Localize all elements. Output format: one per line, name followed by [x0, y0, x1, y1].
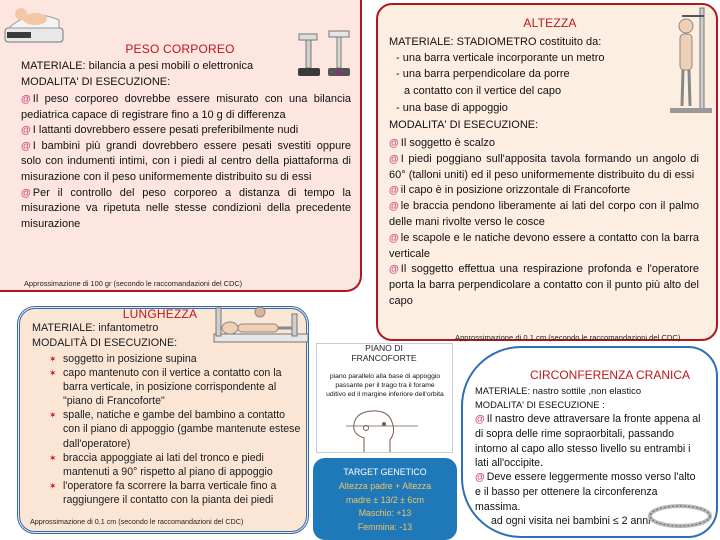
altezza-materiale: MATERIALE: STADIOMETRO costituito da: — [389, 36, 602, 48]
bullet-icon: @ — [21, 187, 31, 199]
infantometer-figure-icon — [210, 300, 312, 358]
altezza-item-3: a contatto con il vertice del capo — [404, 85, 562, 97]
target-line-4: Femmina: -13 — [357, 522, 413, 532]
star-bullet-icon: ✶ — [49, 480, 57, 491]
target-line-1: Altezza padre + Altezza — [338, 481, 432, 491]
bullet-icon: @ — [475, 472, 485, 484]
peso-bullet-2: @ I lattanti dovrebbero essere pesati preferibilmente nudi — [21, 123, 351, 139]
circonferenza-last-line: ad ogni visita nei bambini ≤ 2 anni — [491, 515, 651, 528]
altezza-modalita: MODALITA' DI ESECUZIONE: — [389, 119, 539, 131]
peso-bullet-1: @ Il peso corporeo dovrebbe essere misurato con una bilancia pediatrica capace di registrare fino a 10 g di differenza — [21, 93, 351, 121]
target-line-3: Maschio: +13 — [358, 508, 412, 518]
circonferenza-materiale: MATERIALE: nastro sottile ,non elastico — [475, 385, 642, 396]
peso-title: PESO CORPOREO — [125, 42, 235, 56]
peso-bullet-4: @ Per il controllo del peso corporeo a distanza di tempo la misurazione va ripetuta nelle stesse condizioni della precedente misurazione — [21, 186, 351, 230]
altezza-note: Approssimazione di 0.1 cm (secondo le raccomandazioni del CDC) — [455, 333, 681, 342]
star-bullet-icon: ✶ — [49, 368, 57, 379]
altezza-bullet-4: @ le braccia pendono liberamente ai lati del corpo con il palmo delle mani rivolte verso le cosce — [389, 200, 699, 228]
star-bullet-icon: ✶ — [49, 410, 57, 421]
circonferenza-bullet-1: @ Il nastro deve attraversare la fronte appena al di sopra delle rime sopraorbitali, passando intorno al capo allo stesso livello su entrambi i lati all'occipite. — [475, 413, 701, 469]
bullet-icon: @ — [389, 138, 399, 149]
circonferenza-bullet-2: @ Deve essere leggermente mosso verso l'alto e il basso per ottenere la circonferenza massima. — [475, 471, 696, 513]
francoforte-title: PIANO DI FRANCOFORTE — [351, 343, 417, 363]
lunghezza-title: LUNGHEZZA — [122, 307, 198, 321]
lunghezza-bullet-1: ✶ soggetto in posizione supina — [49, 353, 197, 365]
head-profile-icon — [342, 408, 432, 452]
bullet-icon: @ — [21, 125, 31, 137]
target-title: TARGET GENETICO — [343, 467, 427, 477]
baby-scale-icon — [3, 2, 65, 46]
lunghezza-list — [45, 352, 301, 507]
bullet-icon: @ — [389, 232, 399, 244]
target-line-2: madre ± 13/2 ± 6cm — [345, 495, 425, 505]
circonferenza-title: CIRCONFERENZA CRANICA — [529, 368, 690, 382]
bullet-icon: @ — [389, 264, 399, 276]
altezza-bullet-6: @ Il soggetto effettua una respirazione profonda e l'operatore porta la barra perpendicolare a contatto con il punto più alto del capo — [389, 263, 699, 307]
altezza-title: ALTEZZA — [523, 16, 577, 30]
circonferenza-modalita: MODALITA' DI ESECUZIONE : — [475, 399, 605, 410]
bullet-icon: @ — [475, 414, 485, 425]
altezza-bullet-1: @ Il soggetto è scalzo — [389, 136, 699, 152]
lunghezza-note: Approssimazione di 0.1 cm (secondo le raccomandazioni del CDC) — [30, 517, 244, 526]
bullet-icon: @ — [389, 185, 399, 197]
bullet-icon: @ — [389, 201, 399, 213]
lunghezza-modalita: MODALITÀ DI ESECUZIONE: — [32, 337, 178, 349]
altezza-item-4: - una base di appoggio — [396, 102, 508, 114]
lunghezza-bullet-4: ✶ braccia appoggiate ai lati del tronco e piedi mantenuti a 90° rispetto al piano di appoggio — [49, 451, 273, 478]
altezza-bullet-3: @ il capo è in posizione orizzontale di Francoforte — [389, 183, 699, 199]
peso-list — [21, 92, 351, 232]
lunghezza-bullet-2: ✶ capo mantenuto con il vertice a contatto con la barra verticale, in posizione corrispondente al "piano di Francoforte" — [49, 367, 282, 408]
altezza-bullet-5: @ le scapole e le natiche devono essere a contatto con la barra verticale — [389, 231, 699, 260]
tape-measure-icon — [640, 500, 714, 532]
bullet-icon: @ — [21, 94, 31, 105]
peso-note: Approssimazione di 100 gr (secondo le raccomandazioni del CDC) — [24, 279, 243, 288]
lunghezza-bullet-3: ✶ spalle, natiche e gambe del bambino a contatto con il piano di appoggio (gambe mantenute estese dall'operatore) — [49, 409, 301, 450]
peso-materiale: MATERIALE: bilancia a pesi mobili o elettronica — [21, 60, 254, 72]
peso-modalita: MODALITA' DI ESECUZIONE: — [21, 76, 171, 88]
bullet-icon: @ — [21, 140, 31, 152]
star-bullet-icon: ✶ — [49, 354, 57, 364]
altezza-item-1: - una barra verticale incorporante un metro — [396, 52, 605, 64]
bullet-icon: @ — [389, 153, 399, 165]
altezza-list — [389, 136, 699, 310]
star-bullet-icon: ✶ — [49, 452, 57, 463]
lunghezza-materiale: MATERIALE: infantometro — [32, 322, 159, 334]
francoforte-desc: piano parallelo alla base di appoggio passante per il trago tra il forame uditivo ed il margine inferiore dell'orbita — [326, 373, 444, 398]
lunghezza-bullet-5: ✶ l'operatore fa scorrere la barra verticale fino a raggiungere il contatto con la pianta dei piedi — [49, 479, 277, 506]
peso-bullet-3: @ I bambini più grandi dovrebbero essere pesati svestiti oppure solo con indumenti intimi, con i piedi al centro della piattaforma di misurazione con il peso uniformemente distribuito su di essi — [21, 139, 351, 183]
altezza-item-2: - una barra perpendicolare da porre — [396, 68, 570, 80]
column-scale-2-icon — [325, 28, 353, 78]
altezza-bullet-2: @ I piedi poggiano sull'apposita tavola formando un angolo di 60° (talloni uniti) ed il peso uniformemente distribuito du di essi — [389, 152, 699, 181]
